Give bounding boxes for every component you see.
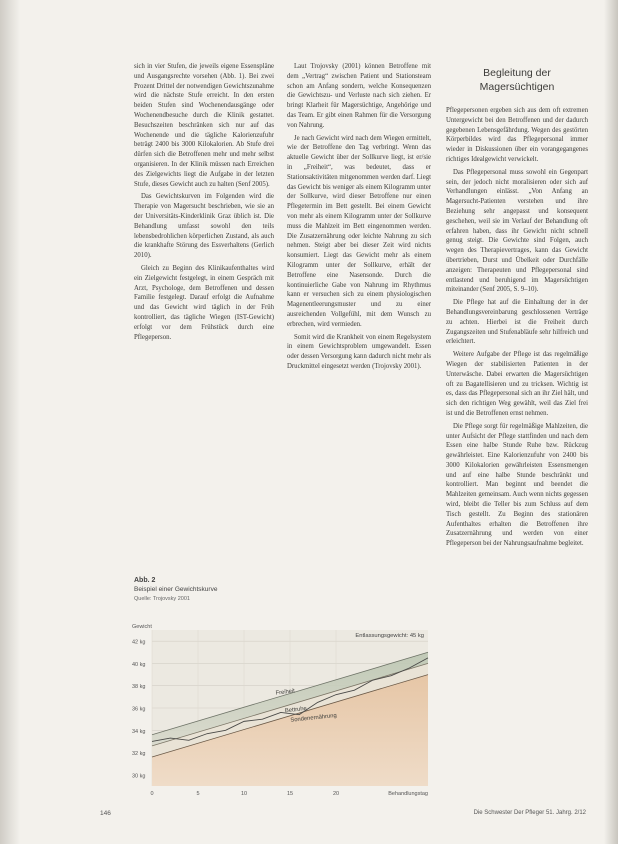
x-tick-label: 0 [150,791,154,797]
page-number: 146 [100,810,111,817]
figure-source: Quelle: Trojovsky 2001 [134,595,190,602]
x-tick-label: 15 [286,791,294,797]
paragraph: Das Gewichtskurven im Folgenden wird die Therapie von Magersucht beschrieben, wie sie an der Universitäts-Kinderklinik Graz üblich ist. Die Behandlung umfasst sowohl den teils lebensbedrohlichen körperlichen Zustand, als auch die krankhafte Störung des Essverhaltens (Gerlich 2010). [134,193,274,260]
band-label: Sondenernährung [290,712,338,724]
paragraph: sich in vier Stufen, die jeweils eigene Essenspläne und Ausgangsrechte vorsehen (Abb. 1). Bei zwei Prozent Drittel der notwendigen Gewichtszunahme wird die nächste Stufe erreicht. In den ersten beiden Stufen sind Wochenendausgänge oder Wochenendbesuche durch die Klinik gestattet. Besuchszeiten beschränken sich nur auf das Wochenende und die tägliche Kalorienzufuhr beträgt 2400 bis 3000 Kilokalorien. Ab Stufe drei dürfen sich die Betroffenen mehr und mehr selbst organisieren. In der Klinik müssen nach Erreichen des Zielgewichts liegt die Aufgabe in der letzten Stufe, dieses Gewicht auch zu halten (Senf 2005). [134,63,274,188]
paragraph: Pflegepersonen ergeben sich aus dem oft extremen Untergewicht bei den Betroffenen und der dadurch gegebenen Lebensgefährdung. Wegen des gestörten Körperbildes wird das Pflegepersonal immer wieder in Diskussionen über ein vorangegangenes richtiges Idealgewicht verwickelt. [446,107,588,163]
weight-chart [128,618,438,798]
paragraph: Gleich zu Beginn des Klinikaufenthaltes wird ein Zielgewicht festgelegt, in einem Gespräch mit Arzt, Psychologe, dem Betroffenen und dessen Familie festgelegt. Darauf erfolgt die Aufnahme und das Gewicht wird täglich in der Früh kontrolliert, das tägliche Wiegen (IST-Gewicht) erfolgt vor dem Frühstück durch eine Pflegeperson. [134,264,274,341]
paragraph: Die Pflege sorgt für regelmäßige Mahlzeiten, die unter Aufsicht der Pflege stattfinden und nach dem Essen eine halbe Stunde Ruhe bzw. Rückzug gewährleistet. Eine Kalorienzufuhr von 2400 bis 3000 Kilokalorien gewährleisten Essensmengen und auf eine halbe Stunde beschränkt und kontrolliert. Man beginnt und beendet die Mahlzeiten gemeinsam. Auch wenn nichts gegessen wird, bleibt die Teller bis zum Schluss auf dem Tisch gestellt. Zu Beginn des stationären Aufenthaltes erhalten die Betroffenen ihre Zusatzernährung und werden von einer Pflegeperson bei der Nahrungsaufnahme begleitet. [446,422,588,548]
paragraph: Das Pflegepersonal muss sowohl ein Gegenpart sein, der jedoch nicht moralisieren oder sich auf Verhandlungen einlässt. „Von Anfang an Magersucht-Patienten verstehen und ihre Beziehung sehr angepasst und konsequent geschehen, weil sie im Verlauf der Behandlung oft erfahren haben, dass ihr Gewicht nicht schnell genug steigt. Die Gewichte sind Folgen, auch wegen des Therapievertrages, kann das Gewicht übertrieben, Durst und Übelkeit oder Durchfälle anzeigen: Therapeuten und Pflegepersonal sind entlastend und beruhigend im Magersüchtigen miteinander (Senf 2005, S. 9–10). [446,168,588,294]
y-tick-label: 34 kg [132,728,146,735]
paragraph: Laut Trojovsky (2001) können Betroffene mit dem „Vertrag“ zwischen Patient und Stationsteam schon am Anfang sondern, welche Konsequenzen die Gewichtszu- und Verluste nach sich ziehen. Er bringt Klarheit für Magersüchtige, Angehörige und das Team. Er gibt einen Rahmen für die Versorgung von Nahrung. [287,63,431,129]
page-edge-shadow [604,0,618,844]
band-label: Bettruhe [284,706,308,715]
x-axis-label: Behandlungstag [388,791,428,797]
x-tick-label: 10 [240,791,248,797]
x-tick-label: 5 [196,791,200,797]
y-tick-label: 38 kg [132,684,146,691]
y-tick-label: 40 kg [132,661,146,668]
y-tick-label: 42 kg [132,639,146,646]
section-heading: Begleitung der Magersüchtigen [479,67,555,93]
page-gutter-shadow [0,0,20,844]
figure-caption [134,577,294,603]
x-tick-label: 20 [332,791,340,797]
paragraph: Somit wird die Krankheit von einem Regelsystem in einem Gewichtsproblem umgewandelt. Essen oder dessen Versorgung kann dadurch nicht mehr als Druckmittel eingesetzt werden (Trojovsky 2001). [287,333,431,370]
y-tick-label: 30 kg [132,773,146,780]
text-column-2 [287,62,431,592]
y-tick-label: 32 kg [132,751,146,758]
figure-number: Abb. 2 [134,577,156,584]
text-column-1 [134,62,274,552]
paragraph: Die Pflege hat auf die Einhaltung der in der Behandlungsvereinbarung geschlossenen Verträge zu achten. Hierbei ist die Freiheit durch Zugangszeiten und Stufenabläufe sehr hilfreich und erleichtert. [446,299,588,346]
y-tick-label: 36 kg [132,706,146,713]
text-column-3 [446,106,588,758]
journal-footer: Die Schwester Der Pfleger 51. Jahrg. 2/12 [473,810,586,816]
target-weight-annotation: Entlassungsgewicht: 45 kg [355,633,424,639]
paragraph: Weitere Aufgabe der Pflege ist das regelmäßige Wiegen der stabilisierten Patienten in der Unterwäsche. Dabei erwarten die Magersüchtigen oft zu Bagatellisieren und zu tricksen. Wichtig ist es, dass das Pflegepersonal sich an ihr Ziel hält, und sich den richtigen Weg gewählt, weil das Ziel frei ist und die Betroffenen ernst nehmen. [446,351,588,417]
paragraph: Je nach Gewicht wird nach dem Wiegen ermittelt, wie der Betroffene den Tag verbringt. Wenn das aktuelle Gewicht über der Sollkurve liegt, ist er/sie in „Freiheit“, was bedeutet, dass er Stationsaktivitäten mitgenommen werden darf. Liegt das Gewicht bis weniger als einem Kilogramm unter der Sollkurve, wird dieser Betroffene nur einen Pflegetermin im Bett gestellt. Bei einem Gewicht von mehr als einem Kilogramm unter der Sollkurve muss die Mahlzeit im Bett eingenommen werden. Die Zusatzernährung oder leichte Nahrung zu sich nehmen. Steigt aber bei dieser Zeit wird nichts konsumiert. Liegt das Gewicht mehr als einem Kilogramm unter der Sollkurve, erhält der Betroffene eine Nasensonde. Durch die kontinuierliche Gabe von Nahrung im Rhythmus kann er versuchen sich zu einem physiologischen Magenentleerungsmuster und zu einer ausreichenden Vollgefühl, mit dem Wunsch zu erbrechen, wird vermieden. [287,134,431,328]
figure-title: Beispiel einer Gewichtskurve [134,586,218,593]
band-label: Freiheit [275,688,296,697]
y-axis-label: Gewicht [132,624,152,630]
